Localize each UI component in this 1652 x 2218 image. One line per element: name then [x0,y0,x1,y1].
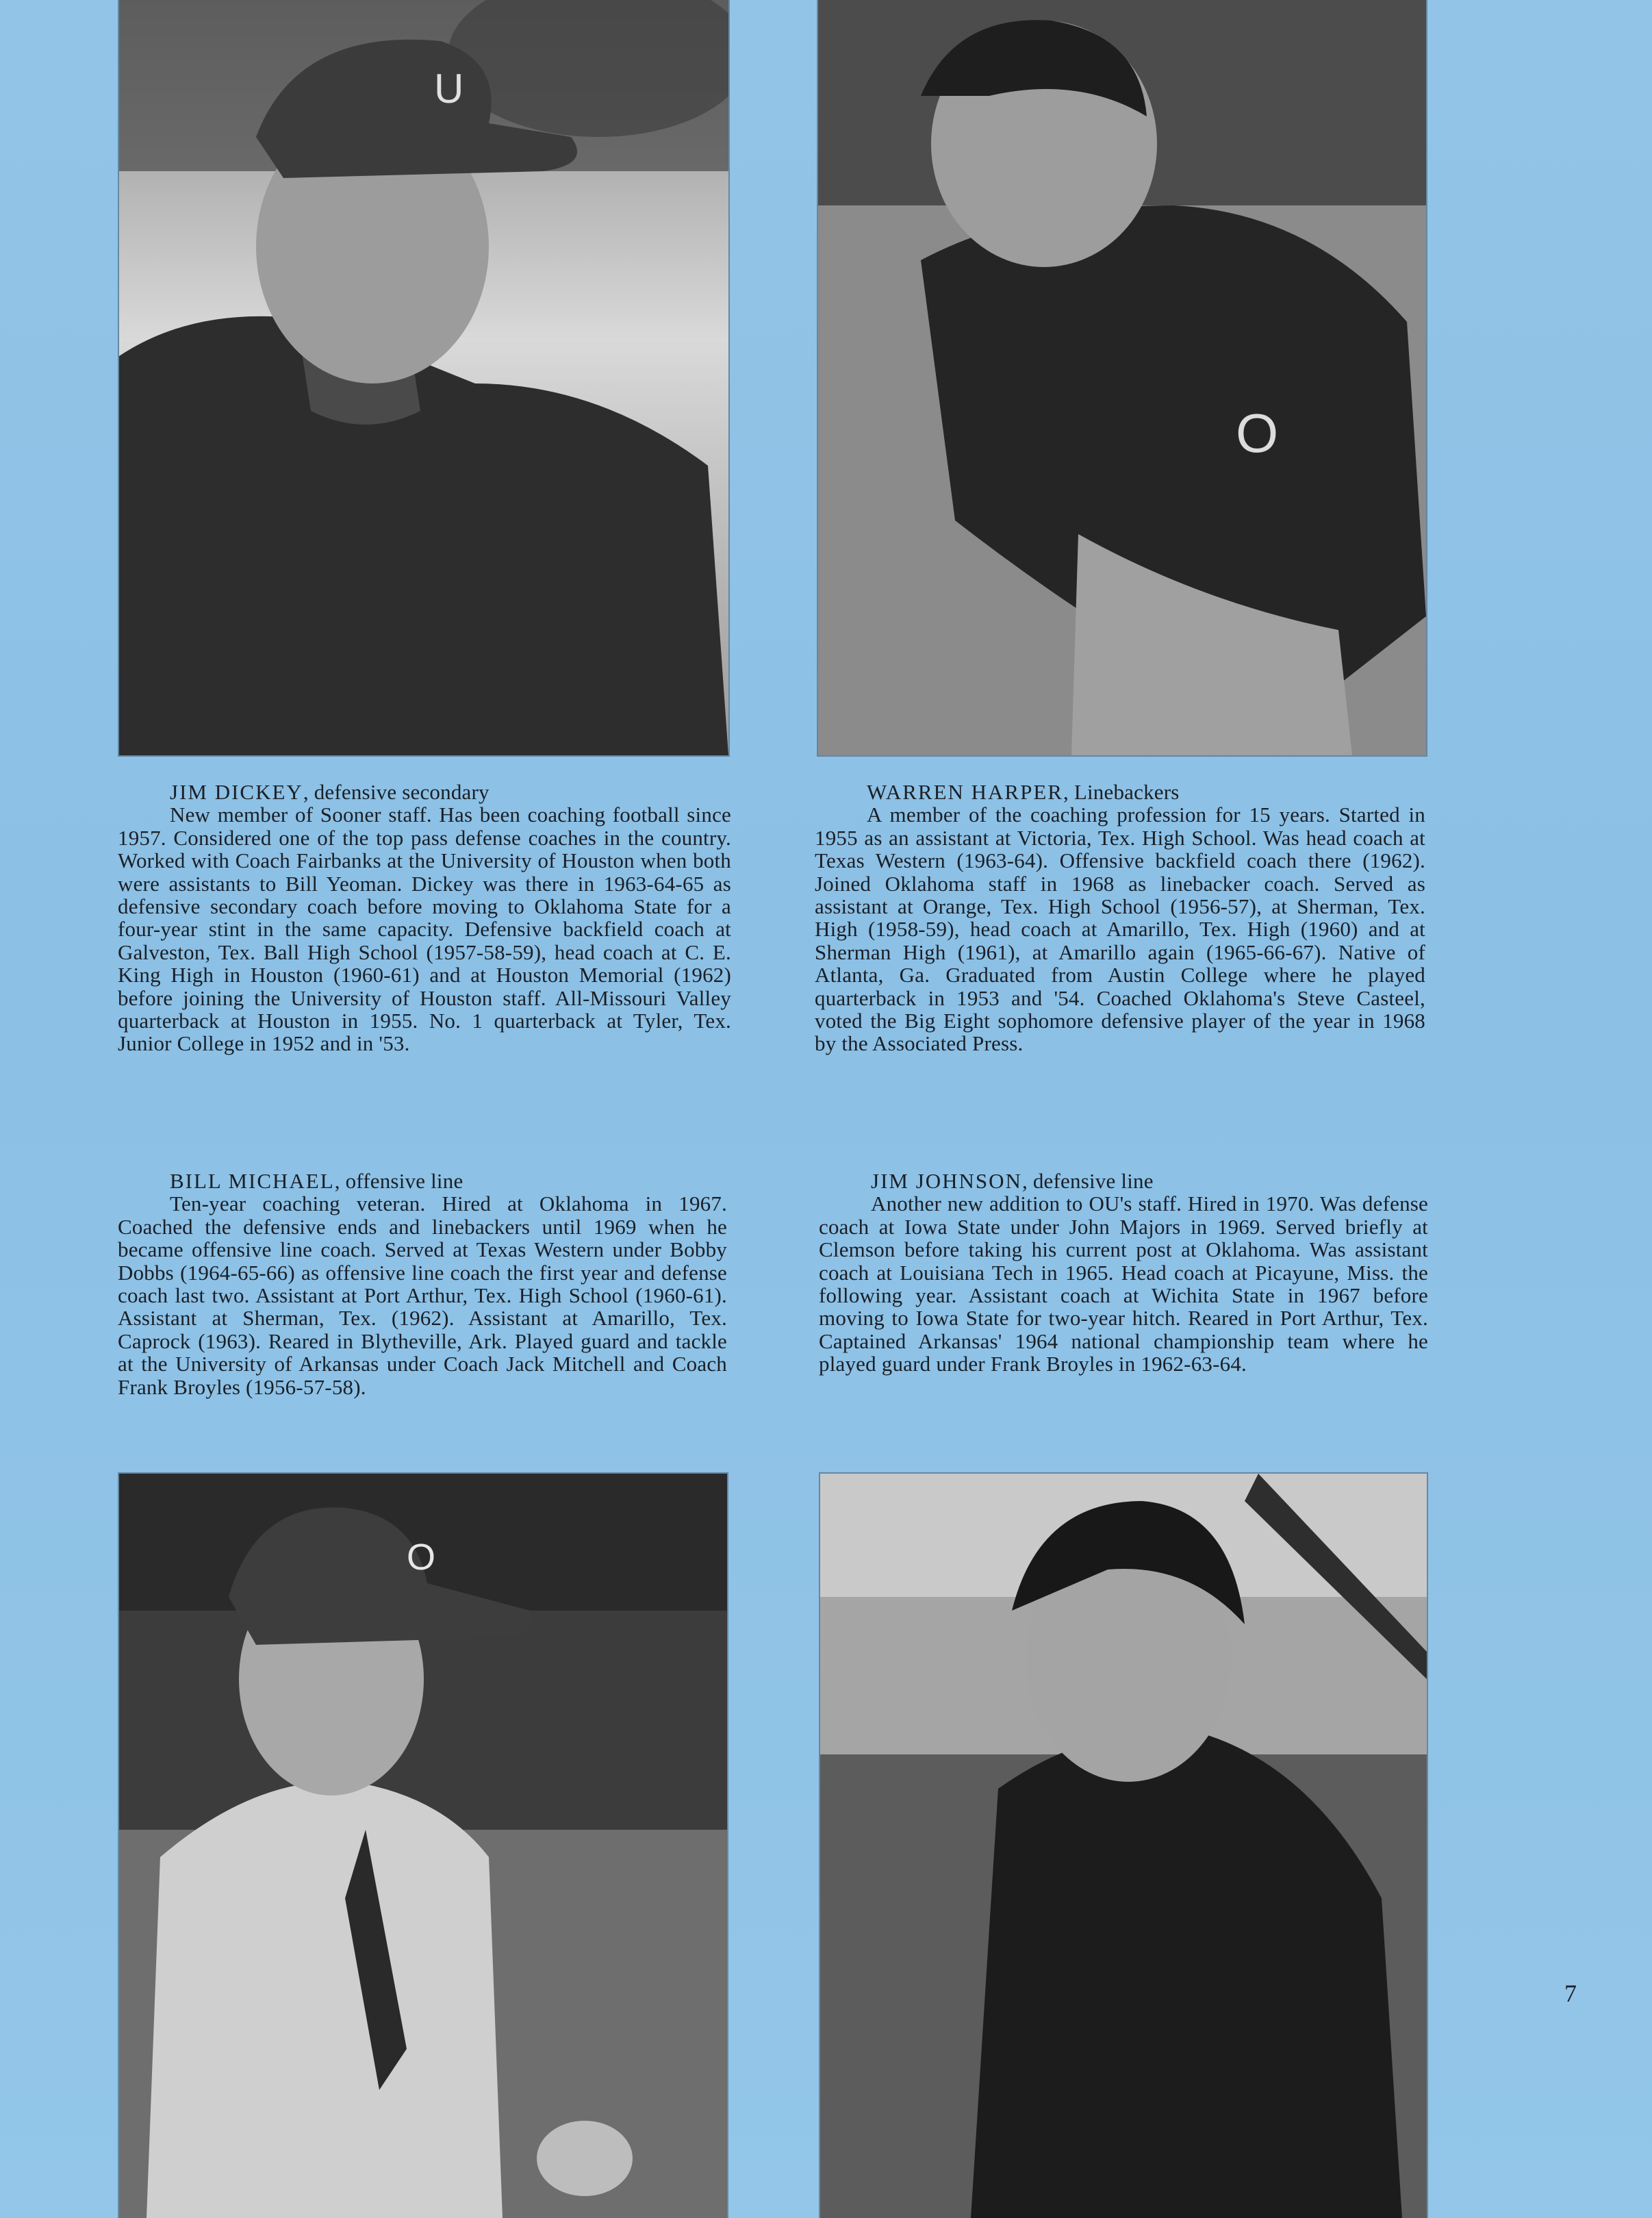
coach-role: , Linebackers [1063,780,1180,804]
coach-bio: Ten-year coaching veteran. Hired at Oklahoma in 1967. Coached the defensive ends and linebackers until 1969 when he became offensive line coach. Served at Texas Western under Bobby Dobbs (1964-65-66) as offensive line coach the first year and defense coach last two. Assistant at Port Arthur, Tex. High School (1960-61). Assistant at Sherman, Tex. (1962). Assistant at Amarillo, Tex. Caprock (1963). Reared in Blytheville, Ark. Played guard and tackle at the University of Arkansas under Coach Jack Mitchell and Coach Frank Broyles (1956-57-58). [118,1192,727,1399]
coach-bio: A member of the coaching profession for 15 years. Started in 1955 as an assistant at Victoria, Tex. High School. Was head coach at Texas Western (1963-64). Offensive backfield coach there (1962). Joined Oklahoma staff in 1968 as linebacker coach. Served as assistant at Orange, Tex. High School (1956-57), at Sherman, Tex. High (1958-59), head coach at Amarillo, Tex. High (1960) and at Sherman High (1961), at Amarillo again (1965-66-67). Native of Atlanta, Ga. Graduated from Austin College where he played quarterback in 1953 and '54. Coached Oklahoma's Steve Casteel, voted the Big Eight sophomore defensive player of the year in 1968 by the Associated Press. [815,803,1425,1056]
svg-text:O: O [407,1537,436,1578]
bio-jim-dickey [118,781,731,1055]
svg-text:U: U [434,66,464,112]
coach-name: BILL MICHAEL [170,1169,335,1193]
bio-jim-johnson [819,1170,1428,1376]
coach-name: WARREN HARPER [867,780,1063,804]
coach-role: , offensive line [334,1169,463,1193]
bio-warren-harper [815,781,1425,1055]
coach-bio: New member of Sooner staff. Has been coaching football since 1957. Considered one of the top pass defense coaches in the country. Worked with Coach Fairbanks at the University of Houston when both were assistants to Bill Yeoman. Dickey was there in 1963-64-65 as defensive secondary coach before moving to Oklahoma State for a four-year stint in the same capacity. Defensive backfield coach at Galveston, Tex. Ball High School (1957-58-59), head coach at C. E. King High in Houston (1960-61) and at Houston Memorial (1962) before joining the University of Houston staff. All-Missouri Valley quarterback at Houston in 1955. No. 1 quarterback at Tyler, Tex. Junior College in 1952 and in '53. [118,803,731,1056]
coach-role: , defensive line [1021,1169,1154,1193]
photo-warren-harper [818,0,1426,755]
coach-name: JIM JOHNSON [871,1169,1022,1193]
coach-name: JIM DICKEY [170,780,303,804]
photo-jim-johnson [820,1474,1427,2218]
page-number: 7 [1564,1980,1577,2007]
svg-text:O: O [1236,403,1279,464]
coach-role: , defensive secondary [303,780,490,804]
coach-bio: Another new addition to OU's staff. Hired in 1970. Was defense coach at Iowa State under John Majors in 1969. Served briefly at Clemson before taking his current post at Oklahoma. Was assistant coach at Louisiana Tech in 1965. Head coach at Picayune, Miss. the following year. Assistant coach at Wichita State in 1967 before moving to Iowa State for two-year hitch. Reared in Port Arthur, Tex. Captained Arkansas' 1964 national championship team where he played guard under Frank Broyles in 1962-63-64. [819,1192,1428,1376]
bio-bill-michael [118,1170,727,1398]
photo-jim-dickey [119,0,728,755]
photo-bill-michael [119,1474,727,2218]
